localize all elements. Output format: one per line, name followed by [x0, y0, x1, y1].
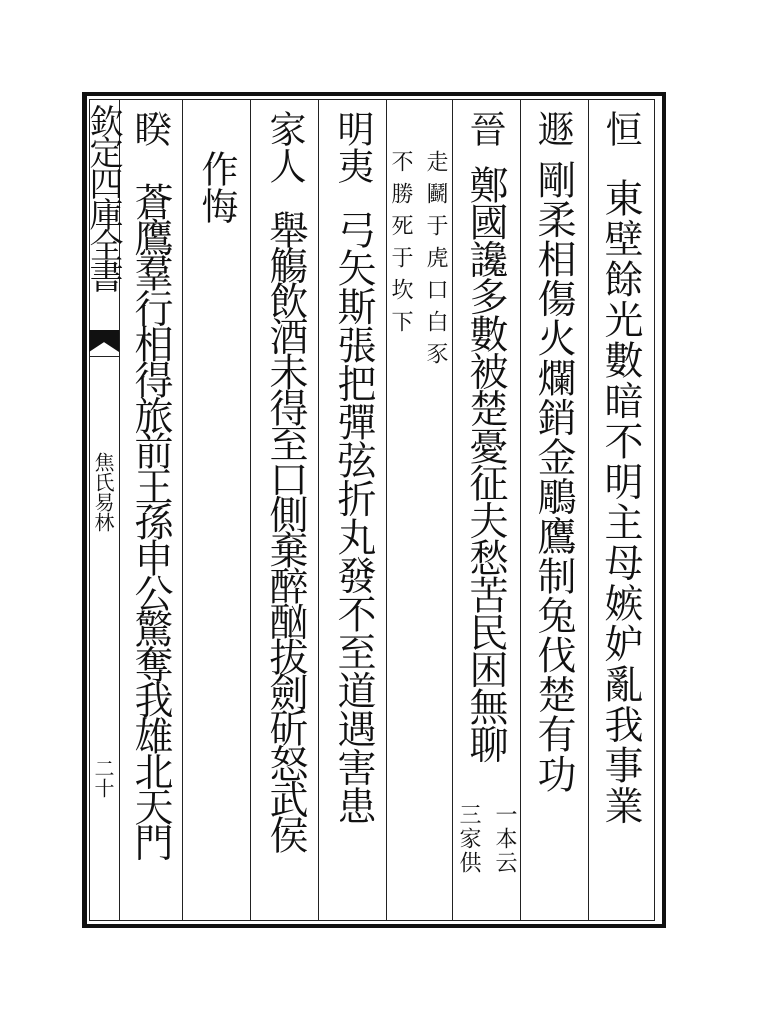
column-divider — [182, 99, 183, 921]
column-divider — [250, 99, 251, 921]
annotation-note: 一本云 — [492, 803, 517, 875]
column-divider — [520, 99, 521, 921]
book-title: 欽定四庫全書 — [83, 104, 123, 290]
verse-text: 鄭國讒多數被楚憂征夫愁苦民困無聊 — [463, 165, 508, 762]
verse-text: 東壁餘光數暗不明主母嫉妒亂我事業 — [598, 178, 643, 826]
verse-text: 弓矢斯張把彈弦折丸發不至道遇害患 — [331, 210, 376, 825]
verse-continuation: 作悔 — [195, 150, 238, 224]
verse-text: 舉觴飲酒未得至口側棄醉酗拔劍斫怒武侯 — [263, 210, 308, 851]
column-divider — [318, 99, 319, 921]
hexagram-heading: 睽 — [128, 110, 171, 147]
commentary-text: 不勝死于坎下 — [388, 150, 413, 342]
book-subtitle: 焦氏易林 — [91, 452, 115, 532]
verse-text: 剛柔相傷火爛銷金鵰鷹制兔伐楚有功 — [531, 160, 576, 794]
annotation-note: 三家供 — [456, 803, 481, 875]
commentary-text: 走鬬于虎口白豕 — [423, 150, 448, 374]
verse-text: 蒼鷹羣行相得旅前王孫申公驚奪我雄北天門 — [128, 182, 173, 859]
column-divider — [452, 99, 453, 921]
hexagram-heading: 遯 — [531, 110, 574, 147]
hexagram-heading: 恒 — [599, 110, 642, 147]
hexagram-heading: 家人 — [263, 110, 306, 184]
fish-tail-rule — [89, 356, 119, 357]
hexagram-heading: 晉 — [463, 110, 506, 147]
hexagram-heading: 明夷 — [331, 110, 374, 184]
page-number: 二十 — [91, 758, 115, 798]
column-divider — [386, 99, 387, 921]
column-divider — [588, 99, 589, 921]
